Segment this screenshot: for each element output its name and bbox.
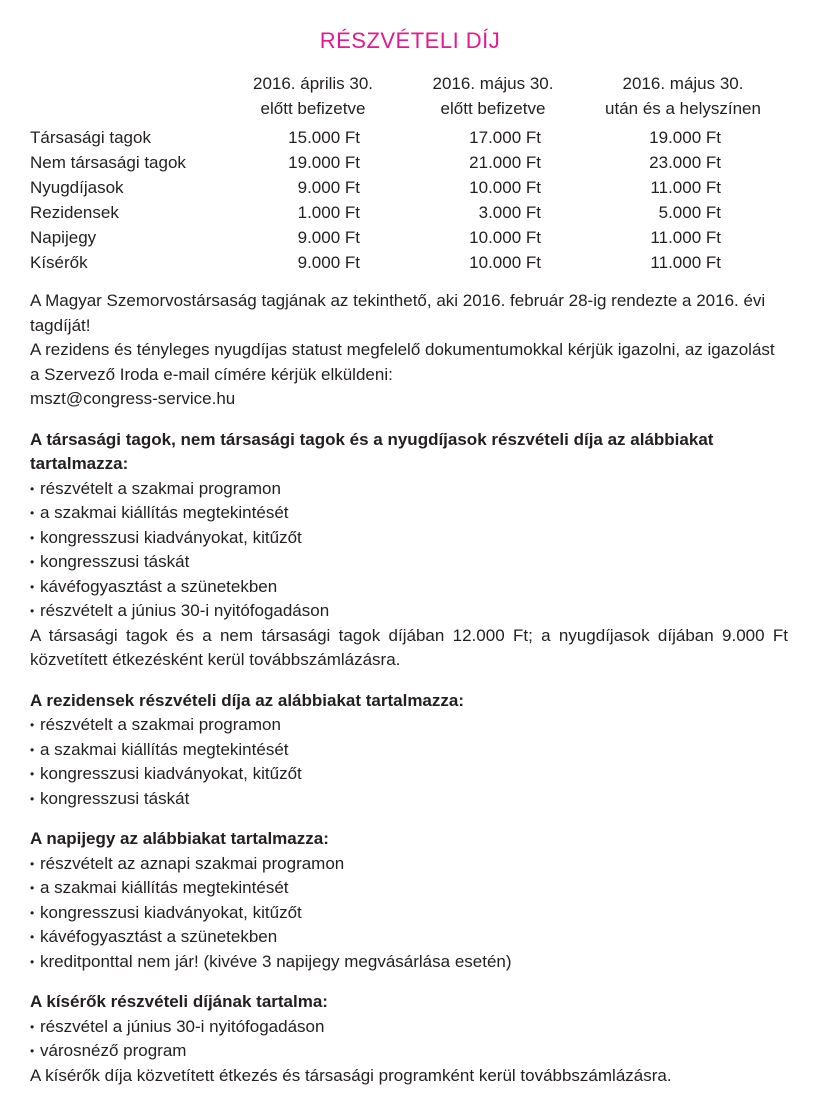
table-row (30, 225, 790, 250)
fee-value: 23.000 Ft (649, 153, 721, 172)
list-item-text: a szakmai kiállítás megtekintését (40, 739, 289, 759)
list-item-text: kongresszusi kiadványokat, kitűzőt (40, 902, 302, 922)
fee-value: 10.000 Ft (469, 178, 541, 197)
membership-note: A Magyar Szemorvostársaság tagjának az tekinthető, aki 2016. február 28-ig rendezte a 2016. évi tagdíját! (30, 291, 766, 335)
table-row (30, 175, 790, 200)
bullet-icon: • (30, 1044, 35, 1058)
list-item (30, 1015, 788, 1040)
column-header-1-line1: 2016. április 30. (252, 74, 374, 93)
list-item (30, 713, 788, 738)
fee-value: 9.000 Ft (297, 228, 360, 247)
list-item-text: kongresszusi kiadványokat, kitűzőt (40, 527, 302, 547)
fee-category: Társasági tagok (30, 128, 151, 147)
fee-value: 3.000 Ft (478, 203, 541, 222)
bullet-icon: • (30, 767, 35, 781)
inclusion-list (30, 1015, 788, 1064)
content-body (30, 289, 788, 1088)
list-item (30, 876, 788, 901)
bullet-icon: • (30, 930, 35, 944)
section-heading: A rezidensek részvételi díja az alábbiakat tartalmazza: (30, 690, 465, 710)
fee-value: 19.000 Ft (649, 128, 721, 147)
column-header-1 (233, 71, 393, 121)
table-row (30, 150, 790, 175)
inclusion-list (30, 852, 788, 975)
section-footer: A társasági tagok és a nem társasági tagok díjában 12.000 Ft; a nyugdíjasok díjában 9.000 Ft közvetített étkezésként kerül továbbszámlázásra. (30, 625, 788, 669)
section-heading: A társasági tagok, nem társasági tagok és a nyugdíjasok részvételi díja az alábbiakat tartalmazza: (30, 429, 714, 473)
bullet-icon: • (30, 604, 35, 618)
list-item (30, 852, 788, 877)
bullet-icon: • (30, 555, 35, 569)
fee-value: 17.000 Ft (469, 128, 541, 147)
list-item-text: kongresszusi kiadványokat, kitűzőt (40, 764, 302, 783)
verification-note: A rezidens és tényleges nyugdíjas statust megfelelő dokumentumokkal kérjük igazolni, az igazolást a Szervező Iroda e-mail címére kérjük elküldeni: (30, 340, 775, 384)
bullet-icon: • (30, 718, 35, 732)
fee-value: 10.000 Ft (469, 253, 541, 272)
list-item-text: kreditponttal nem jár! (kivéve 3 napijegy megvásárlása esetén) (40, 951, 512, 971)
bullet-icon: • (30, 742, 35, 757)
section-day-ticket (30, 827, 788, 974)
column-header-3 (593, 71, 773, 121)
list-item (30, 901, 788, 926)
fee-value: 21.000 Ft (469, 153, 541, 172)
inclusion-list (30, 477, 788, 624)
fee-category: Nem társasági tagok (30, 153, 186, 172)
list-item (30, 599, 788, 624)
list-item (30, 787, 788, 812)
column-header-1-line2: előtt befizetve (260, 99, 366, 118)
list-item (30, 762, 788, 787)
section-members (30, 428, 788, 673)
bullet-icon: • (30, 579, 35, 594)
bullet-icon: • (30, 530, 35, 545)
list-item-text: részvételt a szakmai programon (40, 715, 281, 734)
list-item-text: részvétel a június 30-i nyitófogadáson (40, 1016, 325, 1036)
fee-category: Napijegy (30, 228, 97, 247)
list-item (30, 950, 788, 975)
fee-value: 15.000 Ft (288, 128, 360, 147)
bullet-icon: • (30, 481, 35, 496)
list-item (30, 1039, 788, 1064)
table-row (30, 200, 790, 225)
column-header-2-line2: előtt befizetve (440, 99, 546, 118)
column-header-3-line1: 2016. május 30. (622, 74, 744, 93)
bullet-icon: • (30, 791, 35, 806)
fee-value: 1.000 Ft (297, 203, 360, 222)
section-companions (30, 990, 788, 1088)
fee-category: Kísérők (30, 253, 88, 272)
page-title: RÉSZVÉTELI DÍJ (319, 28, 501, 53)
section-footer: A kísérők díja közvetített étkezés és társasági programként kerül továbbszámlázásra. (30, 1065, 672, 1085)
bullet-icon: • (30, 954, 35, 969)
list-item (30, 550, 788, 575)
fee-category: Nyugdíjasok (30, 178, 124, 197)
list-item-text: a szakmai kiállítás megtekintését (40, 503, 289, 522)
list-item-text: részvételt a június 30-i nyitófogadáson (40, 601, 330, 620)
contact-email: mszt@congress-service.hu (30, 389, 236, 408)
bullet-icon: • (30, 905, 35, 920)
fee-value: 11.000 Ft (650, 228, 721, 247)
inclusion-list (30, 713, 788, 811)
fee-value: 5.000 Ft (658, 203, 721, 222)
bullet-icon: • (30, 506, 35, 520)
fee-value: 11.000 Ft (650, 178, 721, 197)
column-header-2 (413, 71, 573, 121)
list-item (30, 526, 788, 551)
fee-value: 9.000 Ft (297, 178, 360, 197)
fee-value: 9.000 Ft (297, 253, 360, 272)
table-row (30, 125, 790, 150)
bullet-icon: • (30, 881, 35, 895)
list-item-text: részvételt a szakmai programon (40, 478, 281, 498)
list-item (30, 925, 788, 950)
fee-value: 19.000 Ft (288, 153, 360, 172)
column-header-2-line1: 2016. május 30. (432, 74, 554, 93)
section-heading: A kísérők részvételi díjának tartalma: (30, 992, 328, 1011)
list-item-text: kávéfogyasztást a szünetekben (40, 927, 278, 946)
list-item-text: kongresszusi táskát (40, 788, 190, 808)
list-item (30, 738, 788, 763)
section-heading: A napijegy az alábbiakat tartalmazza: (30, 829, 329, 848)
fee-value: 11.000 Ft (650, 253, 721, 272)
list-item-text: kávéfogyasztást a szünetekben (40, 576, 278, 596)
list-item-text: városnéző program (40, 1041, 187, 1060)
bullet-icon: • (30, 1019, 35, 1034)
list-item-text: kongresszusi táskát (40, 552, 190, 571)
fee-table (30, 125, 790, 275)
fee-category: Rezidensek (30, 203, 119, 222)
list-item (30, 575, 788, 600)
fee-value: 10.000 Ft (469, 228, 541, 247)
list-item (30, 501, 788, 526)
bullet-icon: • (30, 856, 35, 871)
list-item-text: részvételt az aznapi szakmai programon (40, 853, 345, 873)
table-row (30, 250, 790, 275)
list-item (30, 477, 788, 502)
section-residents (30, 689, 788, 812)
column-header-3-line2: után és a helyszínen (605, 99, 761, 118)
list-item-text: a szakmai kiállítás megtekintését (40, 878, 289, 897)
